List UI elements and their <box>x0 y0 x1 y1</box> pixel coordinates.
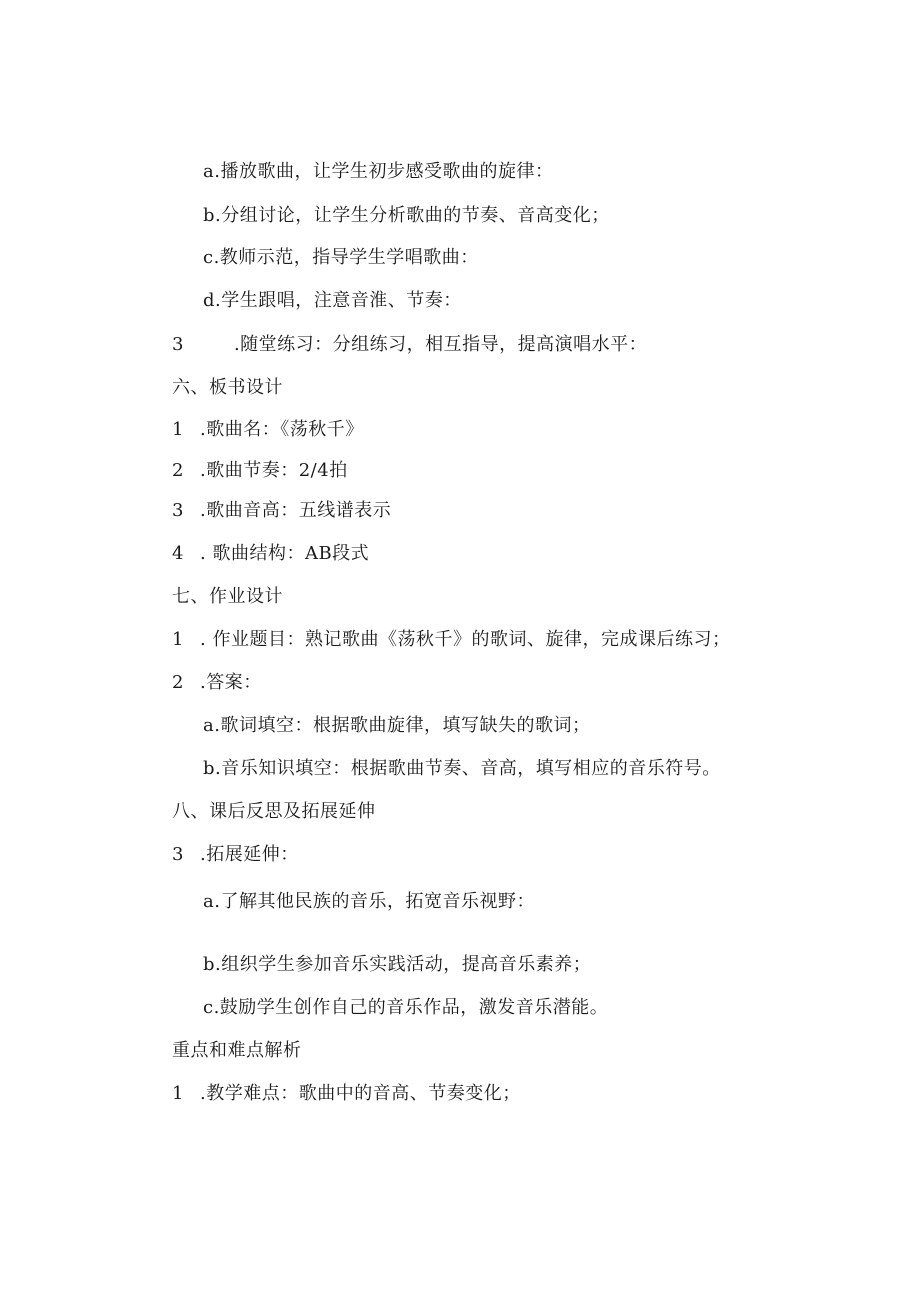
item-text: .教学难点：歌曲中的音高、节奏变化； <box>200 1083 521 1104</box>
item-text: .歌曲节奏：2/4拍 <box>200 460 348 481</box>
step-d: d.学生跟唱，注意音淮、节奏： <box>203 290 462 311</box>
section7-item-2 <box>172 671 262 695</box>
keypoints-heading: 重点和难点解析 <box>172 1040 302 1061</box>
item-text: .歌曲名：《荡秋千》 <box>200 419 364 440</box>
keypoints-item <box>172 1082 521 1106</box>
step-b: b.分组讨论，让学生分析歌曲的节奏、音高变化； <box>203 205 610 226</box>
answer-a: a.歌词填空：根据歌曲旋律，填写缺失的歌词； <box>203 715 591 736</box>
item-number: 4 <box>172 543 184 564</box>
item-number: 3 <box>172 500 184 521</box>
item-number: 2 <box>172 672 184 693</box>
item-text: .答案： <box>200 672 262 693</box>
section6-item-4 <box>172 542 369 566</box>
section7-item-1 <box>172 628 730 652</box>
step-a: a.播放歌曲，让学生初步感受歌曲的旋律： <box>203 161 554 182</box>
step-c: c.教师示范，指导学生学唱歌曲： <box>203 247 479 268</box>
practice-item <box>172 333 647 357</box>
item-number: 1 <box>172 419 184 440</box>
item-text: .歌曲音高：五线谱表示 <box>200 500 392 521</box>
item-text: .拓展延伸： <box>200 844 299 865</box>
section6-item-1 <box>172 418 364 442</box>
item-number: 2 <box>172 460 184 481</box>
item-text: . 歌曲结构：AB段式 <box>200 543 370 564</box>
section6-item-3 <box>172 499 391 523</box>
extension-b: b.组织学生参加音乐实践活动，提高音乐素养； <box>203 954 592 975</box>
section8-heading: 八、课后反思及拓展延伸 <box>172 801 376 822</box>
answer-b: b.音乐知识填空：根据歌曲节奏、音高，填写相应的音乐符号。 <box>203 758 721 779</box>
section8-item <box>172 843 299 867</box>
item-number: 3 <box>172 844 184 865</box>
section6-heading: 六、板书设计 <box>172 377 283 398</box>
item-number: 1 <box>172 629 184 650</box>
section7-heading: 七、作业设计 <box>172 586 283 607</box>
item-number: 1 <box>172 1083 184 1104</box>
extension-c: c.鼓励学生创作自己的音乐作品，激发音乐潜能。 <box>203 997 609 1018</box>
practice-number: 3 <box>172 334 184 355</box>
practice-text: .随堂练习：分组练习，相互指导，提高演唱水平： <box>233 334 648 355</box>
extension-a: a.了解其他民族的音乐，拓宽音乐视野： <box>203 891 535 912</box>
item-text: . 作业题目：熟记歌曲《荡秋千》的歌词、旋律，完成课后练习； <box>200 629 731 650</box>
section6-item-2 <box>172 459 348 483</box>
